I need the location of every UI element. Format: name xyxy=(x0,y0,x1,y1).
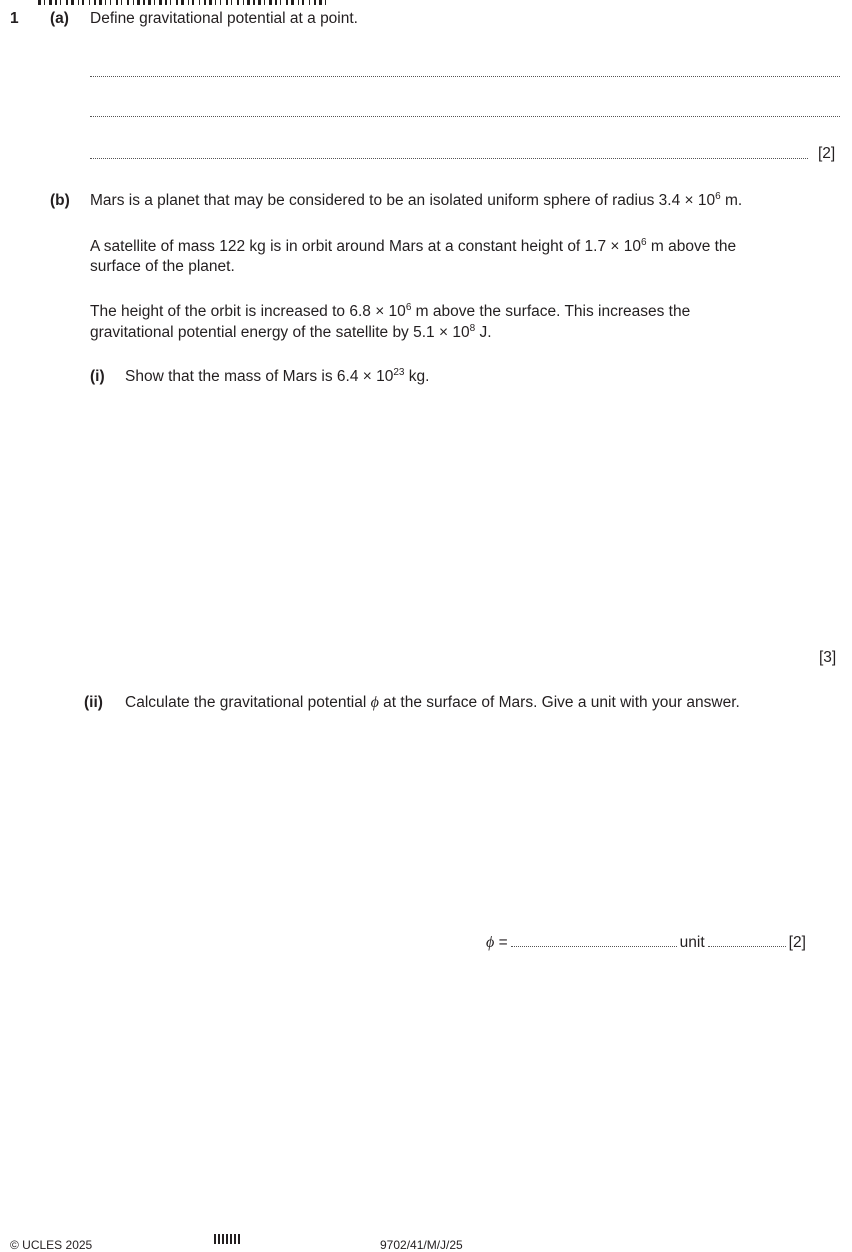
answer-line[interactable] xyxy=(90,116,840,117)
paper-code: 9702/41/M/J/25 xyxy=(380,1238,463,1252)
answer-line[interactable] xyxy=(90,76,840,77)
copyright: © UCLES 2025 xyxy=(10,1238,93,1252)
phi-answer-field[interactable] xyxy=(511,946,677,947)
sub-ii-marks: [2] xyxy=(788,934,806,951)
part-b-label: (b) xyxy=(50,192,70,209)
qr-code xyxy=(214,1234,240,1244)
part-b-para2: A satellite of mass 122 kg is in orbit around Mars at a constant height of $1.7 \times 10^6$ m above the xyxy=(90,236,737,255)
part-a-marks: [2] xyxy=(818,145,836,162)
sub-ii-prompt: Calculate the gravitational potential ϕ at the surface of Mars. Give a unit with your answer. xyxy=(125,694,740,711)
answer-line[interactable] xyxy=(90,158,808,159)
sub-i-marks: [3] xyxy=(819,649,837,666)
part-b-para3-line2: gravitational potential energy of the satellite by $5.1 \times 10^8$ J. xyxy=(90,322,492,341)
unit-label: unit xyxy=(679,934,705,951)
part-a-prompt: Define gravitational potential at a point. xyxy=(90,10,358,27)
part-b-para3: The height of the orbit is increased to $6.8 \times 10^6$ m above the surface. This increases the xyxy=(90,301,691,320)
sub-ii-answer-row: ϕ = unit [2] xyxy=(486,934,806,951)
question-number: 1 xyxy=(10,10,19,27)
sub-ii-label: (ii) xyxy=(84,694,103,711)
part-b-para1: Mars is a planet that may be considered to be an isolated uniform sphere of radius $3.4 \times 10^6$ m. xyxy=(90,190,743,209)
barcode xyxy=(38,0,328,5)
phi-symbol: ϕ xyxy=(486,934,495,951)
part-a-label: (a) xyxy=(50,10,69,27)
part-b-para2-line2: surface of the planet. xyxy=(90,258,235,275)
phi-symbol: ϕ xyxy=(370,694,379,711)
sub-i-prompt: Show that the mass of Mars is $6.4 \times 10^{23}$ kg. xyxy=(125,366,430,385)
unit-answer-field[interactable] xyxy=(708,946,786,947)
sub-i-label: (i) xyxy=(90,368,105,385)
